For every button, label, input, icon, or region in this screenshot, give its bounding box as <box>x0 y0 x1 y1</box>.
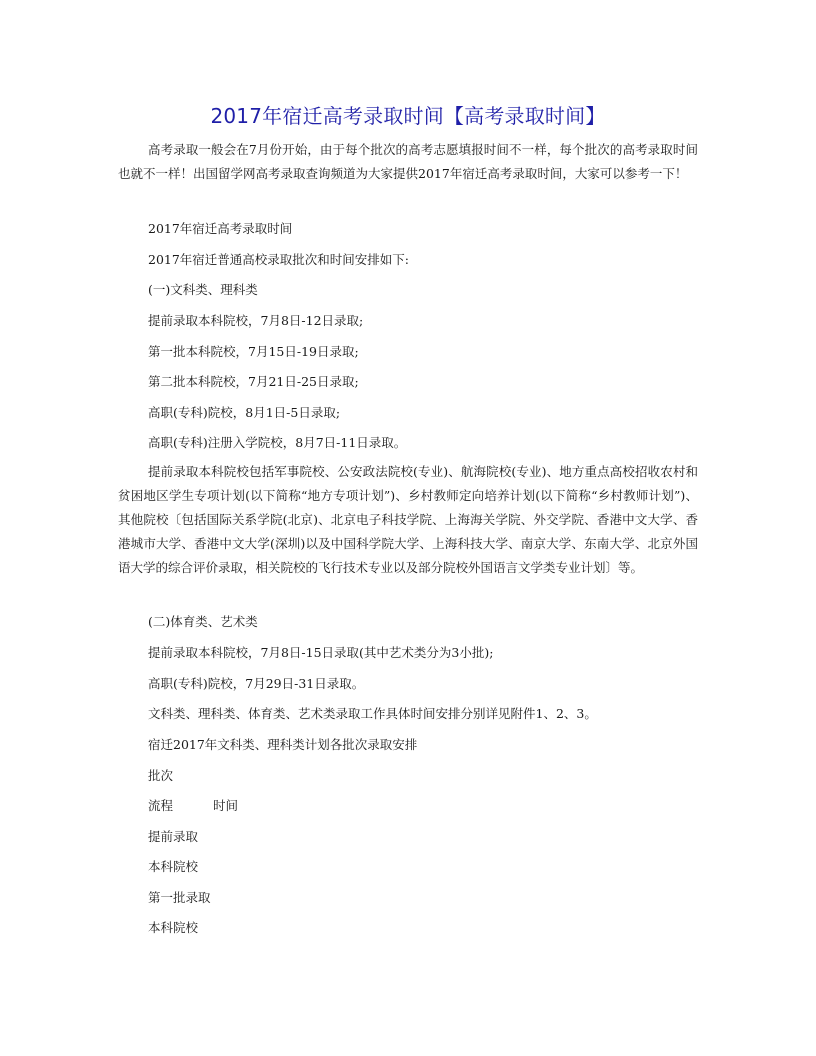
table-cell: 提前录取 <box>148 829 199 844</box>
schedule-item: 提前录取本科院校，7月8日-12日录取; <box>148 313 364 328</box>
schedule-item: 提前录取本科院校，7月8日-15日录取(其中艺术类分为3小批); <box>148 645 494 660</box>
table-title: 宿迁2017年文科类、理科类计划各批次录取安排 <box>148 737 418 752</box>
schedule-item: 高职(专科)院校，8月1日-5日录取; <box>148 405 341 420</box>
table-header-row <box>148 796 238 814</box>
table-header-time: 时间 <box>213 798 239 813</box>
schedule-item: 第二批本科院校，7月21日-25日录取; <box>148 374 359 389</box>
document-title: 2017年宿迁高考录取时间【高考录取时间】 <box>210 104 606 128</box>
section-heading: 2017年宿迁高考录取时间 <box>148 221 293 236</box>
category-heading-1: (一)文科类、理科类 <box>148 282 258 297</box>
table-cell: 本科院校 <box>148 920 199 935</box>
advance-admission-paragraph: 提前录取本科院校包括军事院校、公安政法院校(专业)、航海院校(专业)、地方重点高校招收农村和贫困地区学生专项计划(以下简称“地方专项计划”)、乡村教师定向培养计划(以下简称“乡村教师计划”)、其他院校〔包括国际关系学院(北京)、北京电子科技学院、上海海关学院、外交学院、香港中文大学、香港城市大学、香港中文大学(深圳)以及中国科学院大学、上海科技大学、南京大学、东南大学、北京外国语大学的综合评价录取，相关院校的飞行技术专业以及部分院校外国语言文学类专业计划〕等。 <box>118 464 698 575</box>
table-header-batch: 批次 <box>148 768 174 783</box>
schedule-item: 高职(专科)注册入学院校，8月7日-11日录取。 <box>148 435 407 450</box>
schedule-item: 第一批本科院校，7月15日-19日录取; <box>148 344 359 359</box>
table-cell: 第一批录取 <box>148 890 211 905</box>
schedule-item: 高职(专科)院校，7月29日-31日录取。 <box>148 676 365 691</box>
category-heading-2: (二)体育类、艺术类 <box>148 614 258 629</box>
intro-paragraph: 高考录取一般会在7月份开始，由于每个批次的高考志愿填报时间不一样，每个批次的高考录取时间也就不一样！出国留学网高考录取查询频道为大家提供2017年宿迁高考录取时间，大家可以参考一下！ <box>118 142 698 181</box>
table-header-process: 流程 <box>148 798 174 813</box>
attachment-note: 文科类、理科类、体育类、艺术类录取工作具体时间安排分别详见附件1、2、3。 <box>148 706 597 721</box>
table-cell: 本科院校 <box>148 859 199 874</box>
schedule-intro: 2017年宿迁普通高校录取批次和时间安排如下: <box>148 252 410 267</box>
